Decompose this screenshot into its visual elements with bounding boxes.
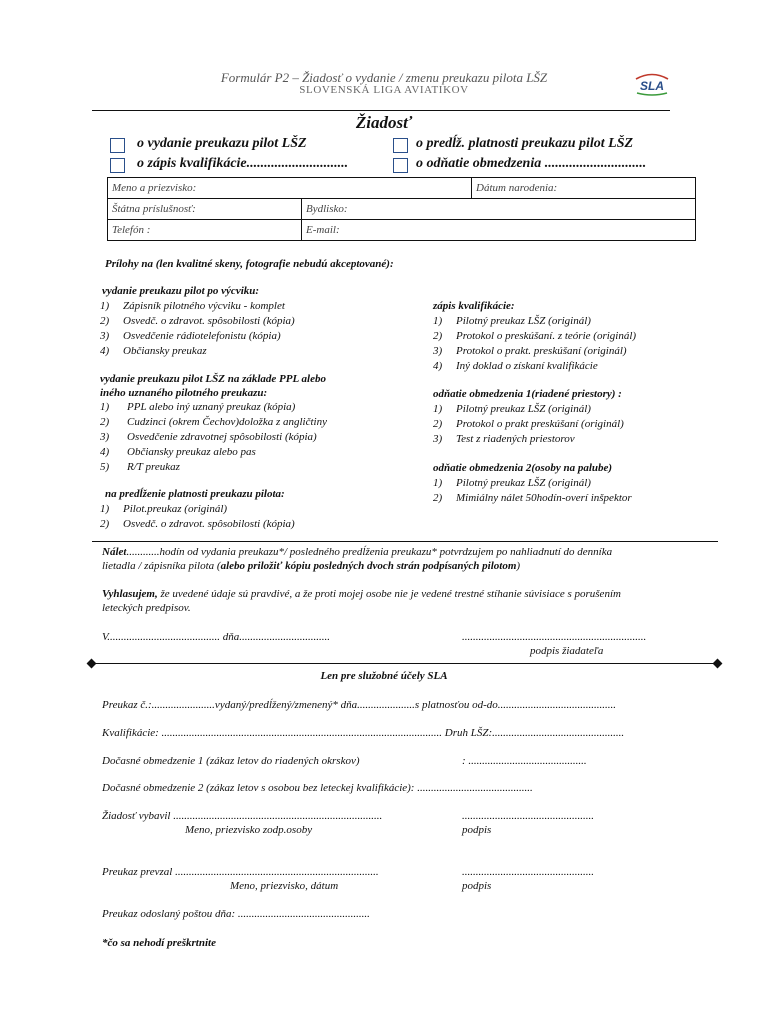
nationality-field[interactable]: Štátna príslušnosť: xyxy=(108,199,302,220)
option-issue-license: o vydanie preukazu pilot LŠZ xyxy=(137,136,307,151)
right-section3-title: odňatie obmedzenia 2(osoby na palube) xyxy=(433,462,613,474)
handled-by-field[interactable]: Žiadosť vybavil ............................................................................ xyxy=(102,810,383,822)
restriction1-label: Dočasné obmedzenie 1 (zákaz letov do riadených okrskov) xyxy=(102,755,360,767)
left-section3-title: na predĺženie platnosti preukazu pilota: xyxy=(105,488,285,500)
checkbox-extend-validity[interactable] xyxy=(393,138,408,153)
residence-field[interactable]: Bydlisko: xyxy=(302,199,696,220)
received-by-field[interactable]: Preukaz prevzal .......................................................................... xyxy=(102,866,379,878)
left-section1-title: vydanie preukazu pilot po výcviku: xyxy=(102,285,260,297)
declaration-lead: Vyhlasujem, xyxy=(102,588,158,600)
list-item: 5) R/T preukaz xyxy=(100,461,180,473)
sla-logo xyxy=(632,70,672,96)
header-rule xyxy=(92,110,670,111)
official-section-title: Len pre služobné účely SLA xyxy=(320,670,448,682)
place-date-field[interactable]: V......................................... dňa................................. xyxy=(102,631,331,643)
list-item: 4) Občiansky preukaz alebo pas xyxy=(100,446,256,458)
option-remove-restriction: o odňatie obmedzenia ............................. xyxy=(416,156,647,171)
list-item: 2) Osvedč. o zdravot. spôsobilosti (kópia) xyxy=(100,315,295,327)
checkbox-remove-restriction[interactable] xyxy=(393,158,408,173)
list-item: 2) Protokol o prakt preskúšaní (originál) xyxy=(433,418,624,430)
list-item: 3) Test z riadených priestorov xyxy=(433,433,575,445)
applicant-signature-label: podpis žiadateľa xyxy=(530,645,604,657)
handled-by-signature-label: podpis xyxy=(462,824,492,836)
page-title: Žiadosť xyxy=(355,113,413,132)
received-by-signature-field[interactable]: ................................................ xyxy=(462,866,594,878)
handled-by-label: Meno, priezvisko zodp.osoby xyxy=(185,824,313,836)
option-extend-validity: o predĺž. platnosti preukazu pilot LŠZ xyxy=(416,136,634,151)
divider-diamond-right xyxy=(713,659,723,669)
organization-name: SLOVENSKÁ LIGA AVIATIKOV xyxy=(299,84,469,96)
checkbox-issue-license[interactable] xyxy=(110,138,125,153)
footnote: *čo sa nehodí preškrtnite xyxy=(102,937,216,949)
list-item: 1) Pilotný preukaz LŠZ (originál) xyxy=(433,403,591,415)
restriction1-field[interactable]: : ........................................... xyxy=(462,755,587,767)
left-section2-title-line2: iného uznaného pilotného preukazu: xyxy=(100,387,268,399)
restriction2-field[interactable]: Dočasné obmedzenie 2 (zákaz letov s osobou bez leteckej kvalifikácie): .......................................... xyxy=(102,782,533,794)
license-number-field[interactable]: Preukaz č.:.......................vydaný/predĺžený/zmenený* dňa.....................s platnosťou od-do........................................... xyxy=(102,699,617,711)
form-title: Formulár P2 – Žiadosť o vydanie / zmenu preukazu pilota LŠZ xyxy=(220,70,548,85)
applicant-info-table xyxy=(107,177,696,241)
list-item: 1) Pilot.preukaz (originál) xyxy=(100,503,228,515)
phone-field[interactable]: Telefón : xyxy=(108,220,302,241)
section-divider xyxy=(92,541,718,542)
nalet-line1: Nálet............hodín od vydania preukazu*/ posledného predĺženia preukazu* potvrdzujem po nahliadnutí do denníka xyxy=(102,546,613,558)
list-item: 2) Protokol o preskúšaní. z teórie (originál) xyxy=(433,330,637,342)
nalet-lead: Nálet xyxy=(102,546,127,558)
list-item: 2) Mimiálny nálet 50hodín-overí inšpektor xyxy=(433,492,632,504)
list-item: 3) Protokol o prakt. preskúšaní (originál) xyxy=(433,345,627,357)
handled-by-signature-field[interactable]: ................................................ xyxy=(462,810,594,822)
list-item: 1) PPL alebo iný uznaný preukaz (kópia) xyxy=(100,401,296,413)
left-section2-title-line1: vydanie preukazu pilot LŠZ na základe PPL alebo xyxy=(100,373,326,385)
attachments-title: Prílohy na (len kvalitné skeny, fotografie nebudú akceptované): xyxy=(105,258,394,270)
list-item: 2) Osvedč. o zdravot. spôsobilosti (kópia) xyxy=(100,518,295,530)
checkbox-add-qualification[interactable] xyxy=(110,158,125,173)
email-field[interactable]: E-mail: xyxy=(302,220,696,241)
received-by-label: Meno, priezvisko, dátum xyxy=(230,880,339,892)
right-section2-title: odňatie obmedzenia 1(riadené priestory) : xyxy=(433,388,622,400)
list-item: 4) Občiansky preukaz xyxy=(100,345,207,357)
list-item: 1) Pilotný preukaz LŠZ (originál) xyxy=(433,477,591,489)
list-item: 4) Iný doklad o získaní kvalifikácie xyxy=(433,360,598,372)
list-item: 1) Pilotný preukaz LŠZ (originál) xyxy=(433,315,591,327)
list-item: 2) Cudzinci (okrem Čechov)doložka z angličtiny xyxy=(100,416,327,428)
official-divider xyxy=(92,663,718,664)
received-by-signature-label: podpis xyxy=(462,880,492,892)
list-item: 3) Osvedčenie zdravotnej spôsobilosti (kópia) xyxy=(100,431,317,443)
declaration-line2: leteckých predpisov. xyxy=(102,602,191,614)
sla-logo-text: SLA xyxy=(640,79,664,93)
right-section1-title: zápis kvalifikácie: xyxy=(433,300,515,312)
mailed-date-field[interactable]: Preukaz odoslaný poštou dňa: ................................................ xyxy=(102,908,370,920)
divider-diamond-left xyxy=(87,659,97,669)
option-add-qualification: o zápis kvalifikácie............................. xyxy=(137,156,349,171)
name-field[interactable]: Meno a priezvisko: xyxy=(108,178,472,199)
declaration-line1: Vyhlasujem, že uvedené údaje sú pravdivé, a že proti mojej osobe nie je vedené trestné stíhanie súvisiace s porušením xyxy=(102,588,621,600)
nalet-line2: lietadla / zápisníka pilota (alebo priložiť kópiu posledných dvoch strán podpísaných pilotom) xyxy=(102,560,521,572)
list-item: 1) Zápisník pilotného výcviku - komplet xyxy=(100,300,285,312)
list-item: 3) Osvedčenie rádiotelefonistu (kópia) xyxy=(100,330,281,342)
applicant-signature-field[interactable]: ................................................................... xyxy=(462,631,647,643)
birth-date-field[interactable]: Dátum narodenia: xyxy=(472,178,696,199)
qualifications-field[interactable]: Kvalifikácie: ...................................................................................................... Druh LŠZ:................................................ xyxy=(102,727,625,739)
